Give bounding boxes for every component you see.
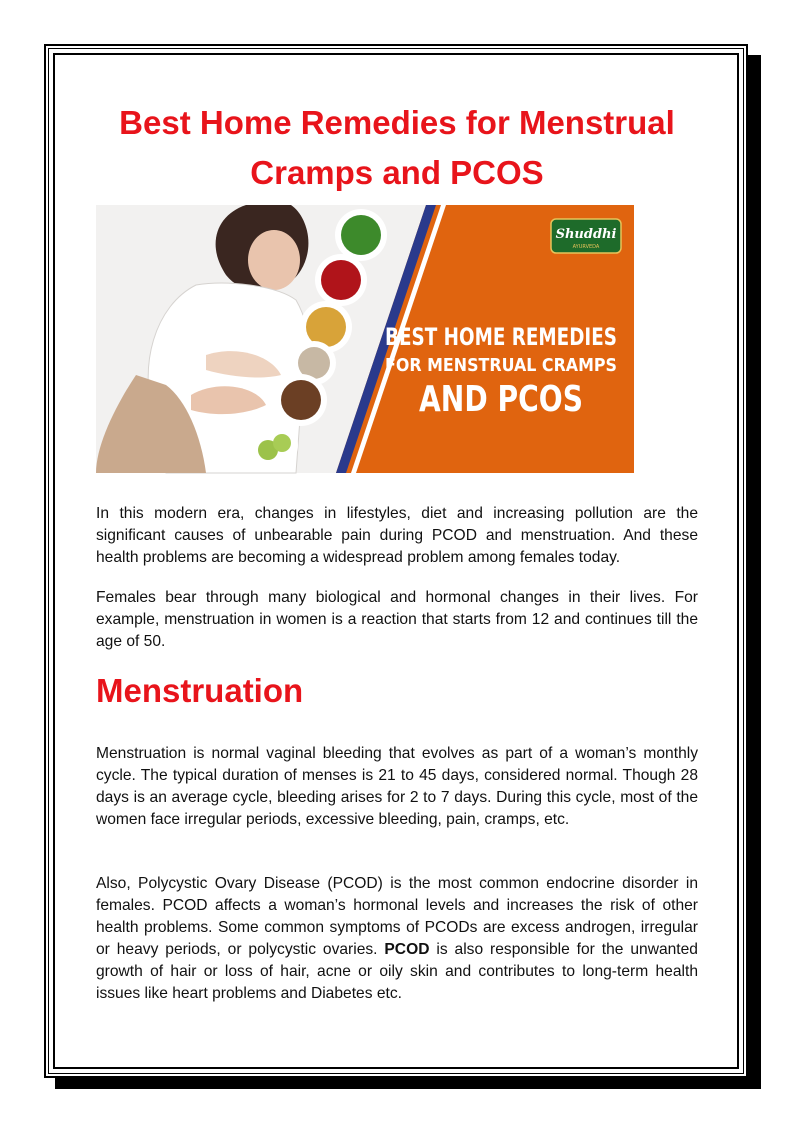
menstruation-paragraph-1: Menstruation is normal vaginal bleeding that evolves as part of a woman’s monthly cycle. The typical duration of menses is 21 to 45 days, considered normal. Though 28 days is an average cycle, bleeding arises for 2 to 7 days. During this cycle, most of the women face irregular periods, excessive bleeding, pain, cramps, etc. bbox=[96, 745, 698, 828]
menstruation-paragraph-2 bbox=[96, 873, 698, 1005]
brand-name: Shuddhi bbox=[555, 227, 617, 242]
hero-headline-line1: BEST HOME REMEDIES bbox=[385, 323, 617, 351]
pcod-bold-term: PCOD bbox=[384, 941, 430, 958]
pcod-text-start: Also, Polycystic Ovary Disease (PCOD) is the most common endocrine disorder in females. PCOD affects a woman’s hormonal levels and increases the risk of other health problems. Some common symptoms of PCODs are excess androgen, irregular or heavy periods, or polycystic ovaries. bbox=[96, 875, 698, 958]
intro-paragraph-1: In this modern era, changes in lifestyles, diet and increasing pollution are the significant causes of unbearable pain during PCOD and menstruation. And these health problems are becoming a widespread problem among females today. bbox=[96, 505, 698, 566]
intro-paragraph-2: Females bear through many biological and hormonal changes in their lives. For example, menstruation in women is a reaction that starts from 12 and continues till the age of 50. bbox=[96, 589, 698, 650]
hero-image bbox=[96, 205, 634, 473]
pcod-text-end: is also responsible for the unwanted growth of hair or loss of hair, acne or oily skin and contributes to long-term health issues like heart problems and Diabetes etc. bbox=[96, 941, 698, 1002]
brand-subtitle: AYURVEDA bbox=[572, 244, 600, 250]
hero-headline-line2: FOR MENSTRUAL CRAMPS bbox=[385, 355, 617, 376]
hero-headline-line3: AND PCOS bbox=[419, 379, 583, 420]
section-heading-menstruation: Menstruation bbox=[96, 672, 304, 709]
brand-logo bbox=[551, 219, 621, 253]
document-title: Best Home Remedies for Menstrual Cramps and PCOS bbox=[119, 104, 675, 191]
